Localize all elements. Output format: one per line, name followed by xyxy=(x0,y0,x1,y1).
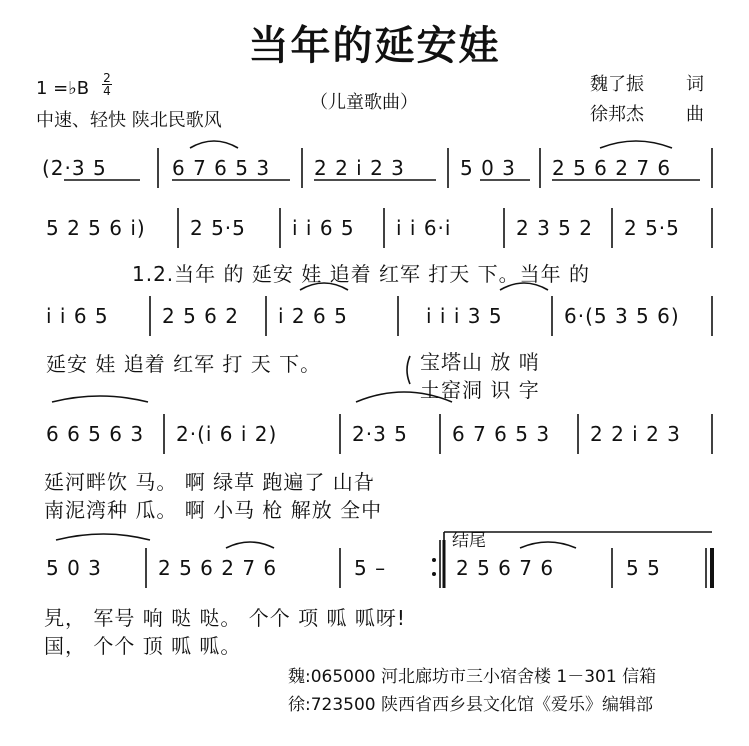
row1-bar4: 5 0 3 xyxy=(460,156,516,180)
row5-bar1: 5 0 3 xyxy=(46,556,102,580)
branch-lyric-a: 宝塔山 放 哨 xyxy=(420,350,540,374)
row2-bar1: 5 2 5 6 i) xyxy=(46,216,146,240)
row5-bar5: 5 5 xyxy=(626,556,661,580)
lyricist-role: 词 xyxy=(686,74,704,95)
key-signature: 1 =♭B xyxy=(36,78,90,99)
row4-lyric-b: 南泥湾种 瓜。 啊 小马 枪 解放 全中 xyxy=(44,498,383,522)
row3-lyric: 延安 娃 追着 红军 打 天 下。 xyxy=(46,352,322,376)
row2-bar3: i i 6 5 xyxy=(292,216,355,240)
row1-bar3: 2 2 i 2 3 xyxy=(314,156,405,180)
composer-role: 曲 xyxy=(686,104,704,125)
row5-bar3: 5 – xyxy=(354,556,387,580)
row4-bar5: 2 2 i 2 3 xyxy=(590,422,681,446)
lyricist-name: 魏了振 xyxy=(590,74,644,95)
ending-label: 结尾 xyxy=(452,531,486,551)
row1-bar1: (2·3 5 xyxy=(42,156,107,180)
row4-bar3: 2·3 5 xyxy=(352,422,408,446)
row1-bar2: 6 7 6 5 3 xyxy=(172,156,271,180)
row2-bar2: 2 5·5 xyxy=(190,216,246,240)
row3-bar5: 6·(5 3 5 6) xyxy=(564,304,680,328)
row1-bar5: 2 5 6 2 7 6 xyxy=(552,156,672,180)
row4-bar4: 6 7 6 5 3 xyxy=(452,422,551,446)
tempo-marking: 中速、轻快 陕北民歌风 xyxy=(36,110,222,131)
row2-bar5: 2 3 5 2 xyxy=(516,216,593,240)
row3-bar2: 2 5 6 2 xyxy=(162,304,239,328)
row2-bar4: i i 6·i xyxy=(396,216,452,240)
row5-bar4: 2 5 6 7 6 xyxy=(456,556,555,580)
time-signature-top: 2 xyxy=(103,71,111,85)
song-title: 当年的延安娃 xyxy=(248,23,501,69)
row4-bar1: 6 6 5 6 3 xyxy=(46,422,145,446)
branch-lyric-b: 土窑洞 识 字 xyxy=(420,378,540,402)
genre-label: （儿童歌曲） xyxy=(310,92,418,113)
row5-bar2: 2 5 6 2 7 6 xyxy=(158,556,278,580)
address-line-1: 魏:065000 河北廊坊市三小宿舍楼 1－301 信箱 xyxy=(288,667,657,687)
row4-bar2: 2·(i 6 i 2) xyxy=(176,422,278,446)
row5-lyric-b: 国， 个个 顶 呱 呱。 xyxy=(44,634,242,658)
composer-name: 徐邦杰 xyxy=(590,104,644,125)
row2-lyric: 1.2.当年 的 延安 娃 追着 红军 打天 下。当年 的 xyxy=(132,262,591,286)
row3-bar4: i i i 3 5 xyxy=(426,304,503,328)
row2-bar6: 2 5·5 xyxy=(624,216,680,240)
address-line-2: 徐:723500 陕西省西乡县文化馆《爱乐》编辑部 xyxy=(288,695,654,715)
row3-bar3: i 2 6 5 xyxy=(278,304,348,328)
row4-lyric-a: 延河畔饮 马。 啊 绿草 跑遍了 山旮 xyxy=(44,470,375,494)
row3-bar1: i i 6 5 xyxy=(46,304,109,328)
time-signature-bottom: 4 xyxy=(103,84,111,98)
row5-lyric-a: 旯， 军号 响 哒 哒。 个个 项 呱 呱呀! xyxy=(44,606,406,630)
